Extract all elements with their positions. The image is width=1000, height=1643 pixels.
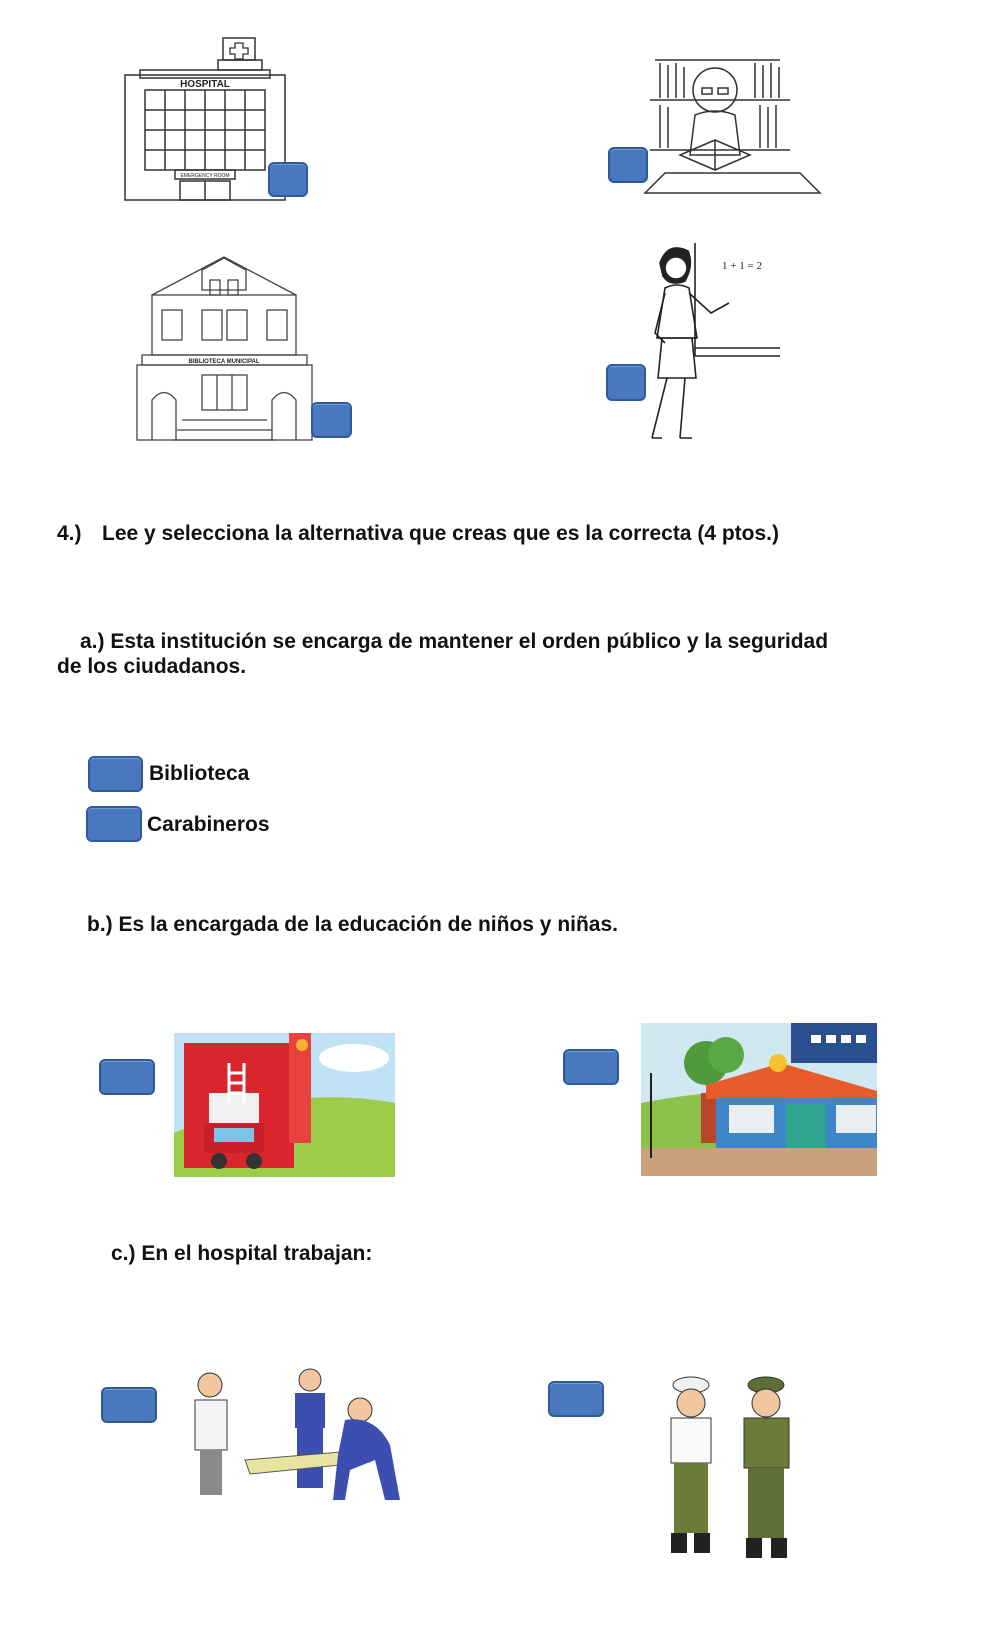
option-carabineros-label: Carabineros xyxy=(147,813,270,836)
item-a-line2: de los ciudadanos. xyxy=(57,655,247,678)
item-a-line1: a.) Esta institución se encarga de mantener el orden público y la seguridad xyxy=(80,630,829,653)
librarian-illustration xyxy=(640,55,820,200)
teacher-illustration xyxy=(640,238,790,448)
option-biblioteca-label: Biblioteca xyxy=(149,762,250,785)
hospital-checkbox[interactable] xyxy=(268,162,308,197)
option-biblioteca-checkbox[interactable] xyxy=(88,756,143,792)
fire-station-checkbox[interactable] xyxy=(99,1059,155,1095)
library-checkbox[interactable] xyxy=(311,402,352,438)
police-illustration xyxy=(656,1373,821,1563)
board-text: 1 + 1 = 2 xyxy=(722,260,762,272)
teacher-checkbox[interactable] xyxy=(606,364,646,401)
item-c-text: c.) En el hospital trabajan: xyxy=(111,1242,373,1265)
option-carabineros-checkbox[interactable] xyxy=(86,806,142,842)
hospital-staff-checkbox[interactable] xyxy=(101,1387,157,1423)
librarian-checkbox[interactable] xyxy=(608,147,648,183)
hospital-staff-illustration xyxy=(185,1365,410,1505)
fire-station-illustration xyxy=(174,1033,395,1177)
school-checkbox[interactable] xyxy=(563,1049,619,1085)
hospital-sign: HOSPITAL xyxy=(180,79,230,90)
library-illustration xyxy=(132,255,317,450)
library-sign: BIBLIOTECA MUNICIPAL xyxy=(188,359,260,365)
emergency-sign: EMERGENCY ROOM xyxy=(180,173,230,179)
question-number: 4.) xyxy=(57,522,82,545)
police-checkbox[interactable] xyxy=(548,1381,604,1417)
school-illustration xyxy=(641,1023,877,1176)
question-text: Lee y selecciona la alternativa que creas que es la correcta (4 ptos.) xyxy=(102,522,779,545)
item-b-text: b.) Es la encargada de la educación de niños y niñas. xyxy=(87,913,618,936)
